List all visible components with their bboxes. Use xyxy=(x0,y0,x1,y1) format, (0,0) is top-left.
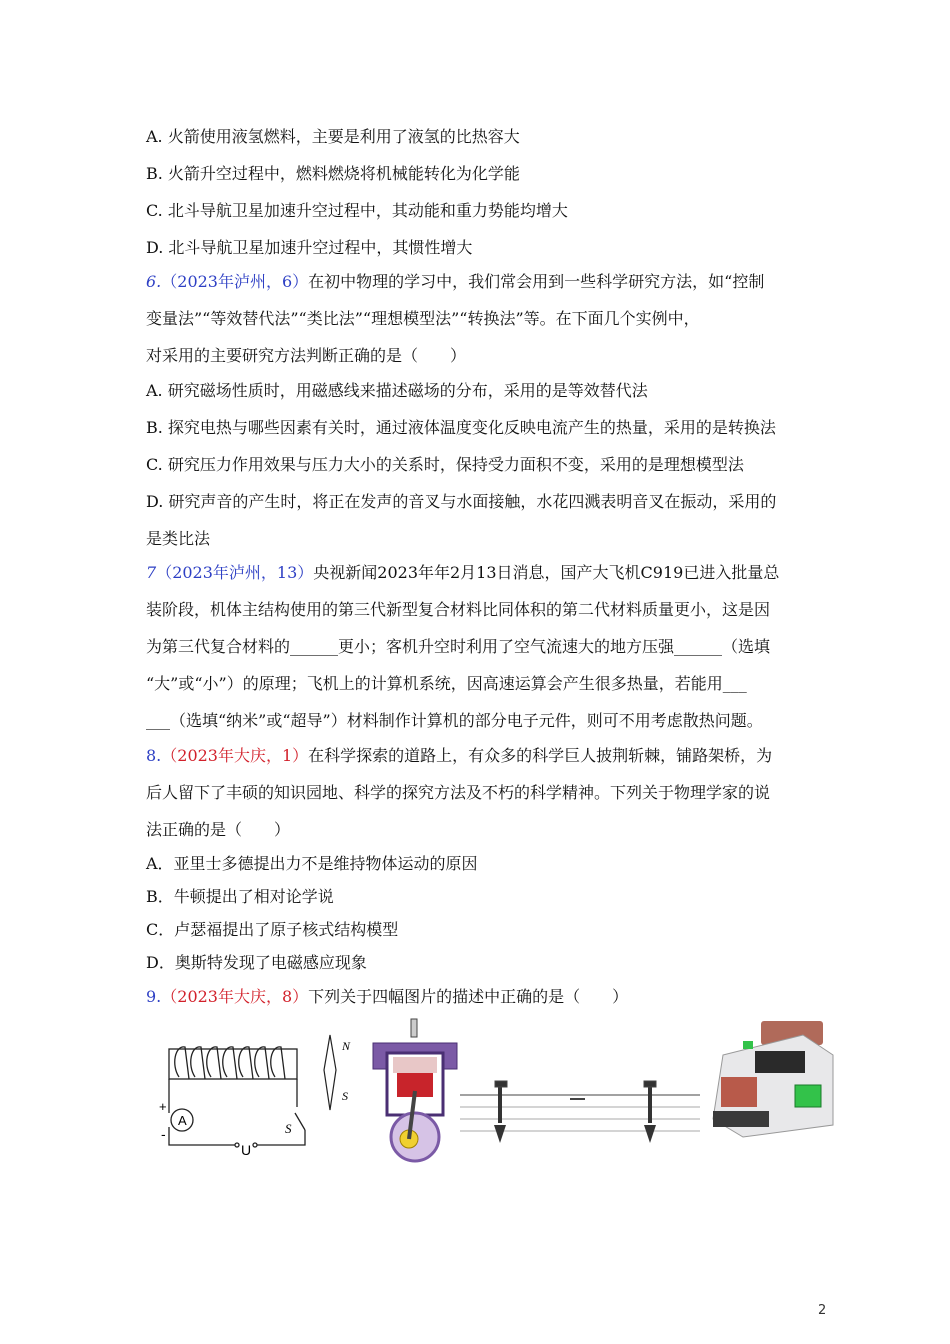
q9-number: 9. xyxy=(146,987,162,1006)
q8-option-d: D．奥斯特发现了电磁感应现象 xyxy=(146,953,367,972)
indicator-light xyxy=(743,1041,753,1049)
q7-source: （2023年泸州，13） xyxy=(156,563,314,582)
q6-option-b: B. 探究电热与哪些因素有关时，通过液体温度变化反映电流产生的热量，采用的是转换法 xyxy=(146,418,776,437)
banknote-stack-front xyxy=(721,1077,757,1107)
engine-cylinder-figure xyxy=(365,1015,465,1165)
q6-number: 6. xyxy=(146,272,162,291)
minus-label: - xyxy=(161,1126,166,1142)
gate-left-cap xyxy=(495,1081,507,1087)
north-label: N xyxy=(342,1039,351,1053)
switch-label: S xyxy=(285,1121,292,1136)
q9-source: （2023年大庆，8） xyxy=(161,987,309,1006)
solenoid-coil xyxy=(175,1047,285,1079)
q6-option-d-line2: 是类比法 xyxy=(146,529,211,548)
q8-stem-line1 xyxy=(146,746,772,766)
terminal-right xyxy=(253,1143,257,1147)
q5-option-d: D. 北斗导航卫星加速升空过程中，其惯性增大 xyxy=(146,238,473,257)
q6-option-a: A. 研究磁场性质时，用磁感线来描述磁场的分布，采用的是等效替代法 xyxy=(146,381,648,400)
ammeter-label: A xyxy=(178,1113,187,1128)
wire-right-bottom xyxy=(255,1130,305,1145)
q8-option-c: C．卢瑟福提出了原子核式结构模型 xyxy=(146,920,399,939)
terminal-left xyxy=(235,1143,239,1147)
south-label: S xyxy=(342,1089,348,1103)
valve-arrow-right xyxy=(644,1125,656,1143)
wire-left-bottom xyxy=(169,1127,237,1145)
compass-needle-figure xyxy=(320,1015,360,1125)
q7-stem-line2: 装阶段，机体主结构使用的第三代新型复合材料比同体积的第二代材料质量更小，这是因 xyxy=(146,600,771,619)
spark-plug xyxy=(411,1019,417,1037)
voltage-label: U xyxy=(241,1142,252,1158)
display-panel xyxy=(755,1051,805,1073)
page-number: 2 xyxy=(818,1303,827,1318)
q7-text-1: 央视新闻2023年年2月13日消息，国产大飞机C919已进入批量总 xyxy=(313,563,780,582)
q6-stem-line1 xyxy=(146,272,764,292)
q8-text-1: 在科学探索的道路上，有众多的科学巨人披荆斩棘，铺路架桥，为 xyxy=(308,746,773,765)
q8-number: 8. xyxy=(146,746,162,765)
q7-stem-line4: “大”或“小”）的原理；飞机上的计算机系统，因高速运算会产生很多热量，若能用___ xyxy=(146,674,747,693)
q7-stem-line1 xyxy=(146,563,779,583)
q5-option-a: A. 火箭使用液氢燃料，主要是利用了液氢的比热容大 xyxy=(146,127,520,146)
q8-stem-line3: 法正确的是（ ） xyxy=(146,820,291,839)
q6-option-c: C. 研究压力作用效果与压力大小的关系时，保持受力面积不变，采用的是理想模型法 xyxy=(146,455,744,474)
q9-figures xyxy=(155,1015,845,1175)
q9-text-1: 下列关于四幅图片的描述中正确的是（ ） xyxy=(308,987,629,1006)
q5-option-b: B. 火箭升空过程中，燃料燃烧将机械能转化为化学能 xyxy=(146,164,520,183)
valve-arrow-left xyxy=(494,1125,506,1143)
q6-source: （2023年泸州，6） xyxy=(161,272,309,291)
q8-option-b: B．牛顿提出了相对论学说 xyxy=(146,887,334,906)
plus-label: + xyxy=(159,1099,167,1114)
q6-stem-line3: 对采用的主要研究方法判断正确的是（ ） xyxy=(146,346,467,365)
q8-option-a: A．亚里士多德提出力不是维持物体运动的原因 xyxy=(146,854,478,873)
q6-text-1: 在初中物理的学习中，我们常会用到一些科学研究方法，如“控制 xyxy=(308,272,765,291)
q8-source: （2023年大庆，1） xyxy=(161,746,309,765)
q5-option-c: C. 北斗导航卫星加速升空过程中，其动能和重力势能均增大 xyxy=(146,201,568,220)
q6-stem-line2: 变量法”“等效替代法”“类比法”“理想模型法”“转换法”等。在下面几个实例中， xyxy=(146,309,700,328)
output-tray xyxy=(713,1111,769,1127)
q7-stem-line3: 为第三代复合材料的______更小；客机升空时利用了空气流速大的地方压强______（选填 xyxy=(146,637,771,656)
green-screen xyxy=(795,1085,821,1107)
compass-needle xyxy=(324,1035,336,1110)
gate-right-cap xyxy=(644,1081,656,1087)
combustion-chamber xyxy=(393,1057,437,1073)
q7-stem-line5: ___（选填“纳米”或“超导”）材料制作计算机的部分电子元件，则可不用考虑散热问题。 xyxy=(146,711,763,730)
q8-stem-line2: 后人留下了丰硕的知识园地、科学的探究方法及不朽的科学精神。下列关于物理学家的说 xyxy=(146,783,771,802)
solenoid-circuit-figure xyxy=(155,1015,315,1165)
switch-blade xyxy=(295,1113,305,1130)
ship-lock-figure xyxy=(460,1015,700,1165)
q9-stem-line1 xyxy=(146,987,628,1007)
q7-number: 7 xyxy=(146,563,157,582)
money-counter-figure xyxy=(703,1015,838,1145)
q6-option-d-line1: D. 研究声音的产生时，将正在发声的音叉与水面接触，水花四溅表明音叉在振动，采用的 xyxy=(146,492,777,511)
